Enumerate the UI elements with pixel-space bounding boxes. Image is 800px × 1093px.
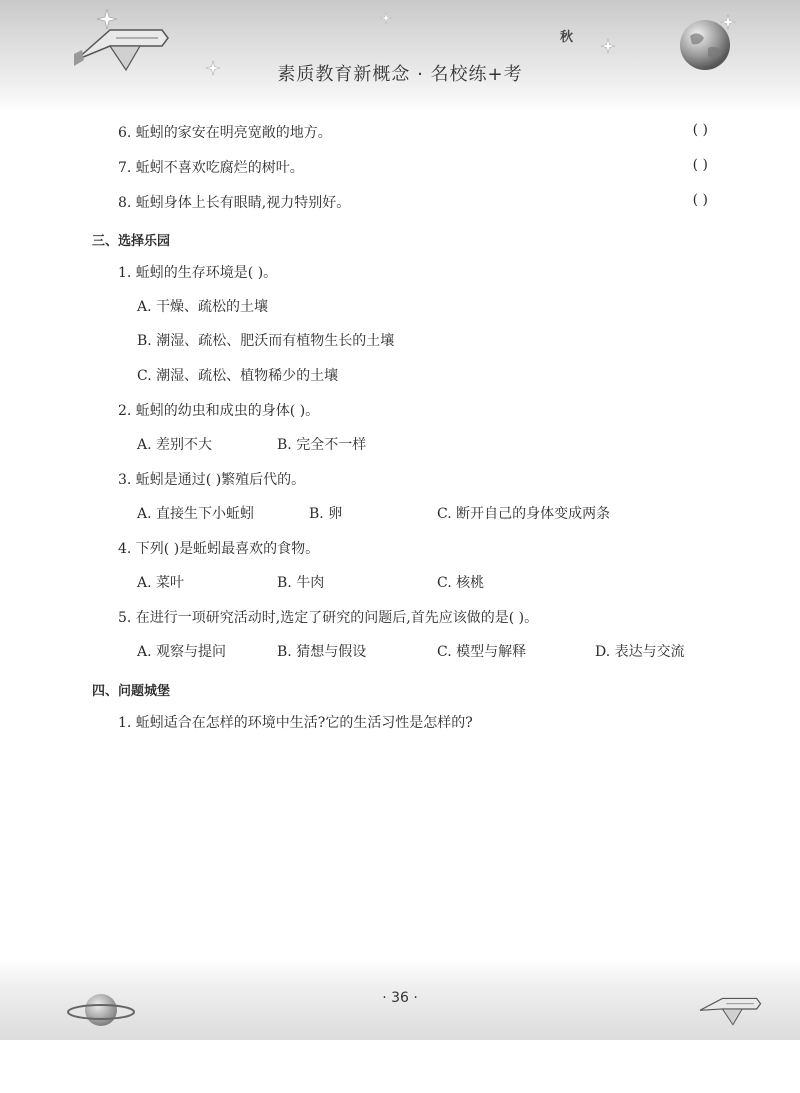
page-header-title: 素质教育新概念 · 名校练+考 (277, 64, 523, 85)
true-false-item (118, 157, 708, 177)
space-shuttle-icon (696, 984, 762, 1030)
page-number: · 36 · (382, 990, 418, 1006)
answer-bracket: ( ) (692, 122, 708, 138)
question-text: 6. 蚯蚓的家安在明亮宽敞的地方。 (118, 125, 332, 141)
true-false-item (118, 192, 708, 212)
option-a: A. 观察与提问 (137, 644, 227, 660)
option-d: D. 表达与交流 (595, 644, 685, 660)
question-text: 4. 下列( )是蚯蚓最喜欢的食物。 (118, 541, 320, 557)
option-c: C. 潮湿、疏松、植物稀少的土壤 (137, 368, 339, 384)
option-c: C. 模型与解释 (437, 644, 527, 660)
option-a: A. 干燥、疏松的土壤 (137, 299, 269, 315)
option-row (137, 365, 707, 385)
option-row (137, 434, 707, 454)
question-text: 1. 蚯蚓的生存环境是( )。 (118, 265, 278, 281)
option-row (137, 503, 707, 523)
section-heading: 四、问题城堡 (92, 684, 171, 699)
option-a: A. 菜叶 (137, 575, 185, 591)
option-b: B. 完全不一样 (277, 437, 367, 453)
true-false-item (118, 122, 708, 142)
section-heading: 三、选择乐园 (92, 234, 171, 249)
option-a: A. 直接生下小蚯蚓 (137, 506, 255, 522)
option-c: C. 核桃 (437, 575, 485, 591)
question-text: 1. 蚯蚓适合在怎样的环境中生活?它的生活习性是怎样的? (118, 715, 473, 731)
option-row (137, 330, 707, 350)
star-icon (380, 12, 392, 24)
question-text: 7. 蚯蚓不喜欢吃腐烂的树叶。 (118, 160, 304, 176)
star-icon (600, 38, 616, 54)
question-text: 3. 蚯蚓是通过( )繁殖后代的。 (118, 472, 306, 488)
answer-bracket: ( ) (692, 157, 708, 173)
question-text: 8. 蚯蚓身体上长有眼睛,视力特别好。 (118, 195, 351, 211)
answer-bracket: ( ) (692, 192, 708, 208)
option-row (137, 572, 707, 592)
option-a: A. 差别不大 (137, 437, 213, 453)
star-icon (96, 8, 118, 30)
question-text: 5. 在进行一项研究活动时,选定了研究的问题后,首先应该做的是( )。 (118, 610, 539, 626)
option-b: B. 潮湿、疏松、肥沃而有植物生长的土壤 (137, 333, 395, 349)
question-text: 2. 蚯蚓的幼虫和成虫的身体( )。 (118, 403, 320, 419)
option-b: B. 猜想与假设 (277, 644, 367, 660)
season-badge: 秋 (560, 30, 574, 45)
option-row (137, 641, 707, 661)
option-c: C. 断开自己的身体变成两条 (437, 506, 611, 522)
option-b: B. 牛肉 (277, 575, 325, 591)
option-b: B. 卵 (309, 506, 343, 522)
option-row (137, 296, 707, 316)
